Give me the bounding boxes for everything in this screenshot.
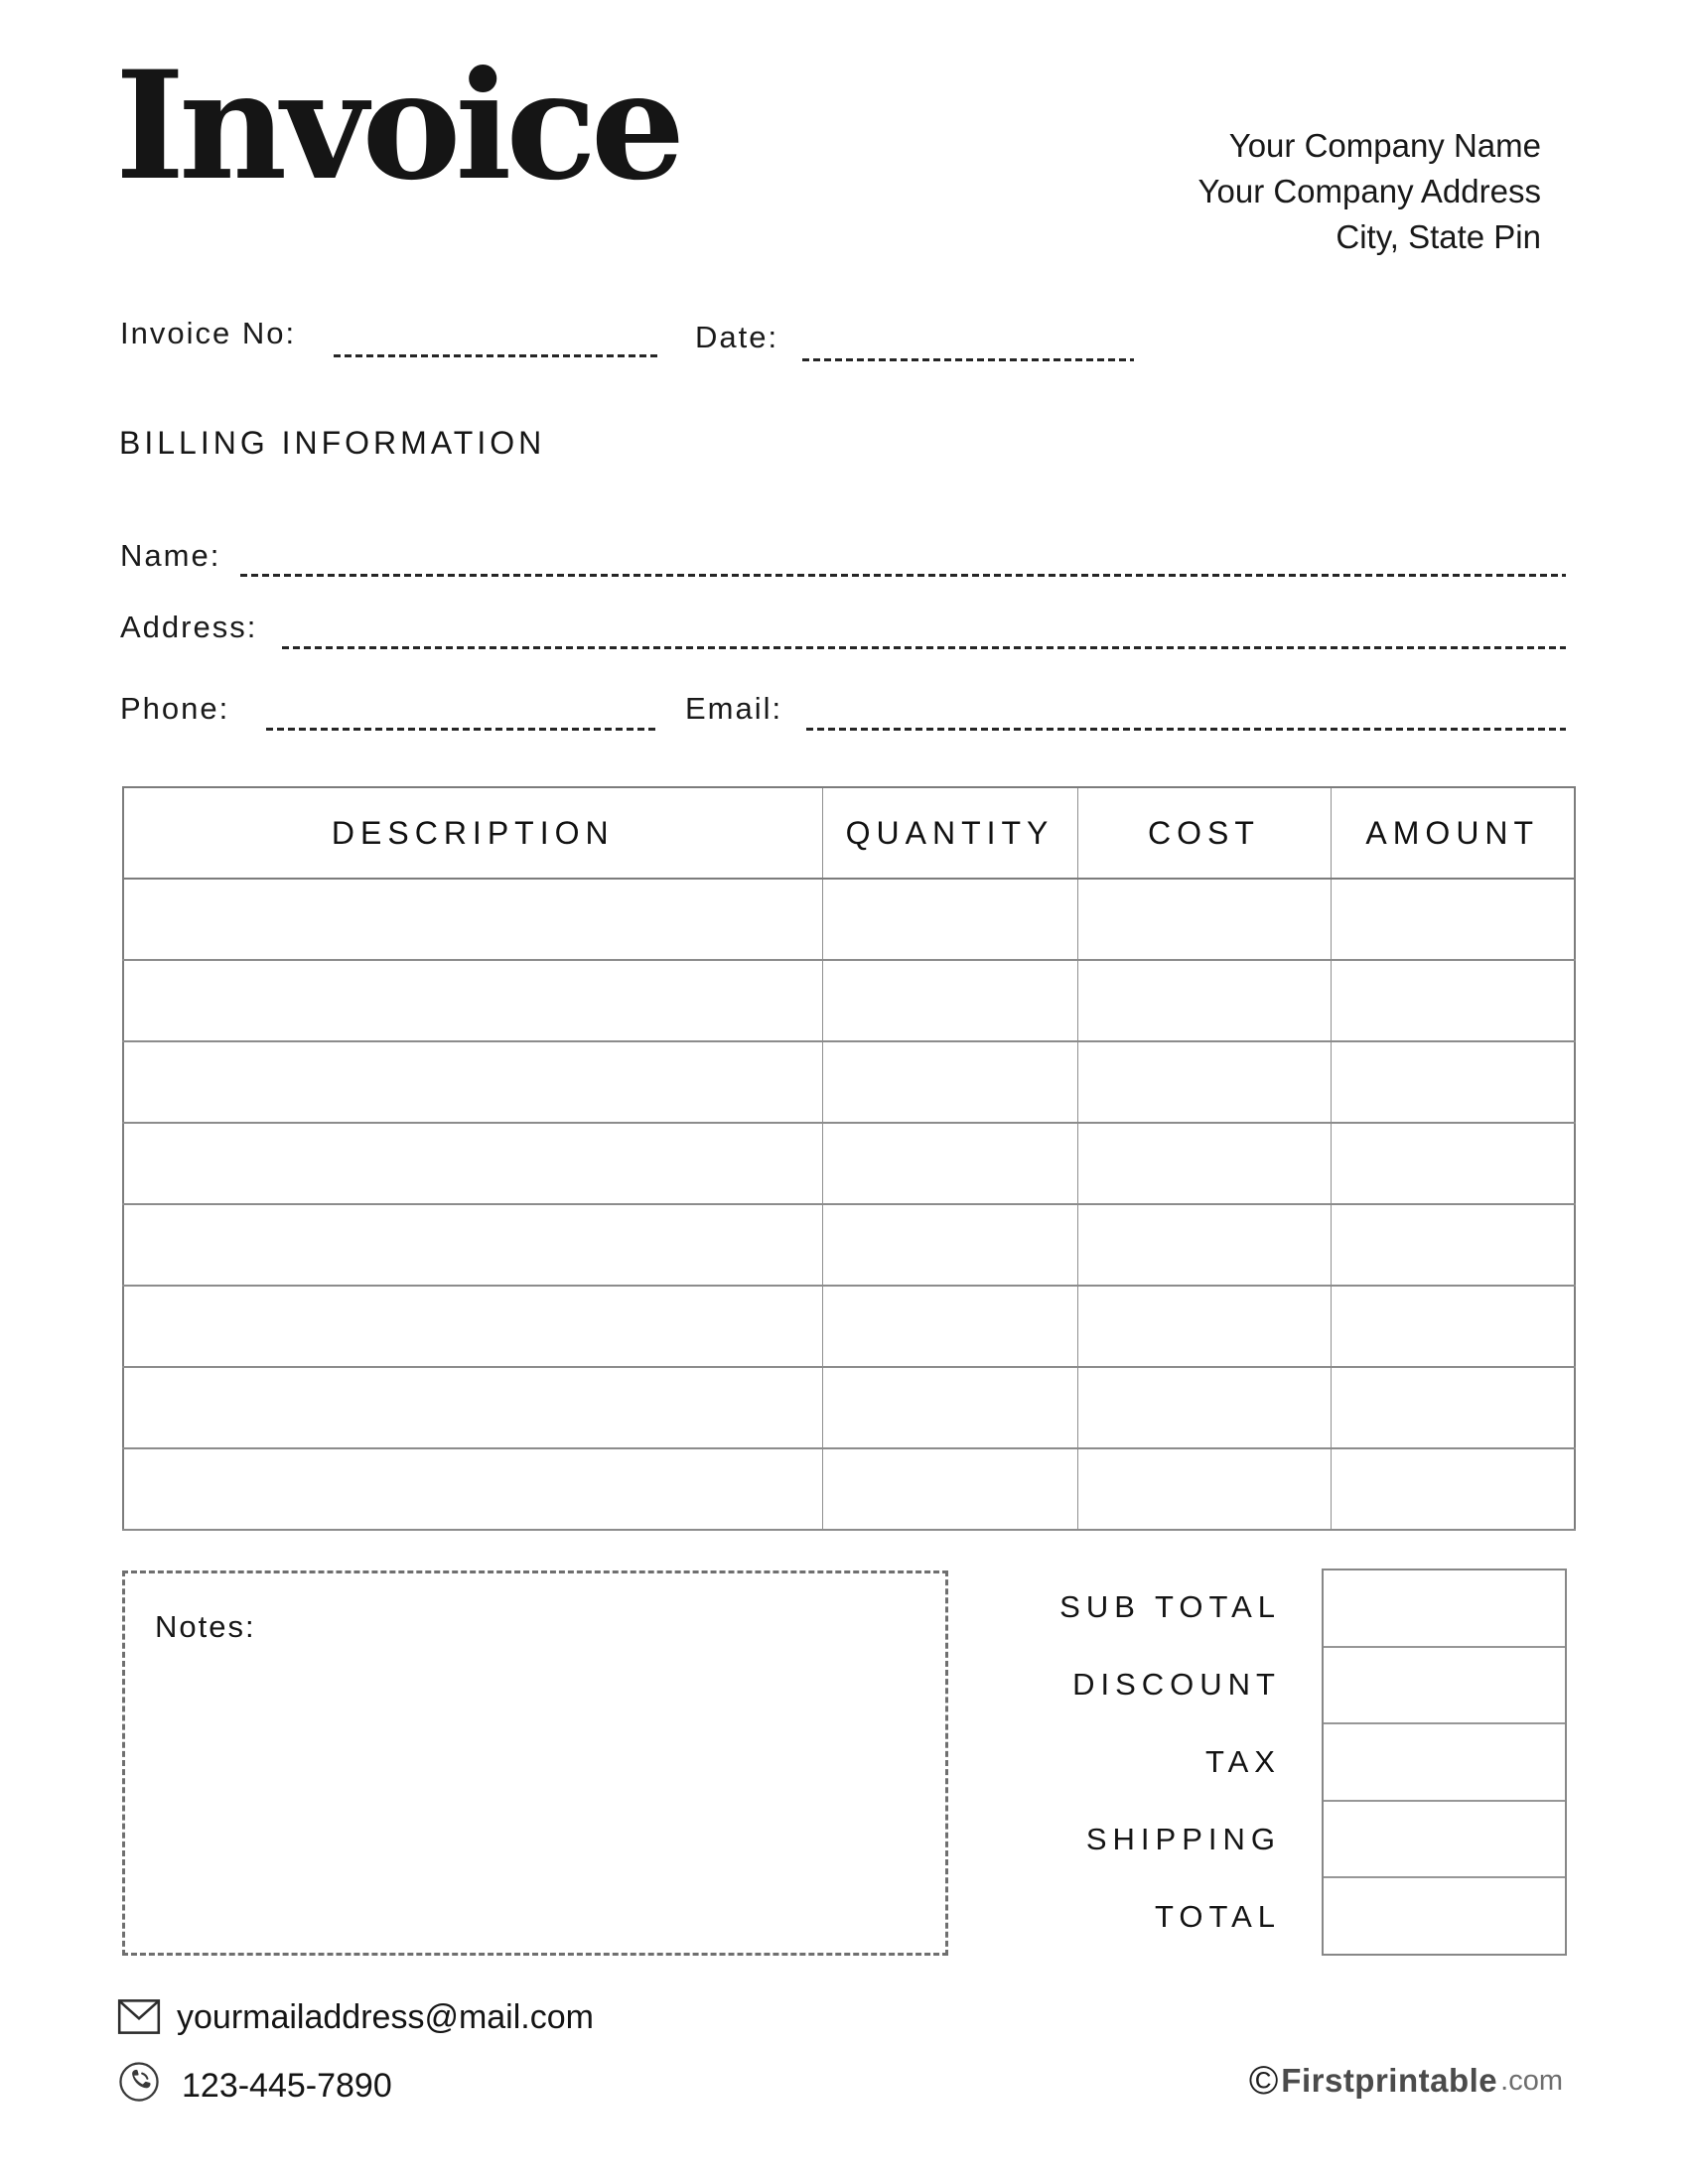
billing-address-field[interactable] — [282, 646, 1566, 649]
table-cell-empty[interactable] — [822, 1367, 1077, 1448]
billing-email-field[interactable] — [806, 728, 1566, 731]
table-cell-empty[interactable] — [822, 1204, 1077, 1286]
table-cell-empty[interactable] — [123, 1286, 822, 1367]
billing-heading: BILLING INFORMATION — [119, 425, 546, 461]
subtotal-value-box[interactable] — [1324, 1570, 1565, 1648]
table-cell-empty[interactable] — [1331, 1367, 1575, 1448]
table-cell-empty[interactable] — [822, 1448, 1077, 1530]
table-cell-empty[interactable] — [1077, 960, 1331, 1041]
table-cell-empty[interactable] — [123, 1041, 822, 1123]
table-cell-empty[interactable] — [822, 1041, 1077, 1123]
table-cell-empty[interactable] — [822, 1286, 1077, 1367]
company-info — [1198, 123, 1542, 260]
table-cell-empty[interactable] — [822, 960, 1077, 1041]
table-cell-empty[interactable] — [1077, 879, 1331, 960]
table-cell-empty[interactable] — [123, 1123, 822, 1204]
table-cell-empty[interactable] — [822, 879, 1077, 960]
table-cell-empty[interactable] — [1331, 879, 1575, 960]
col-header-quantity: QUANTITY — [822, 787, 1077, 879]
notes-label: Notes: — [155, 1609, 256, 1644]
date-field[interactable] — [802, 358, 1134, 361]
subtotal-label: SUB TOTAL — [1059, 1589, 1281, 1624]
tax-label: TAX — [1205, 1744, 1281, 1779]
billing-email-label: Email: — [685, 691, 783, 726]
table-cell-empty[interactable] — [123, 1448, 822, 1530]
table-row — [123, 1448, 1575, 1530]
billing-phone-field[interactable] — [266, 728, 655, 731]
items-table-header-row — [123, 787, 1575, 879]
notes-box[interactable] — [122, 1570, 948, 1956]
table-cell-empty[interactable] — [123, 1204, 822, 1286]
brand-name: Firstprintable — [1281, 2062, 1498, 2099]
items-table-body — [123, 879, 1575, 1530]
table-cell-empty[interactable] — [1077, 1367, 1331, 1448]
table-row — [123, 1123, 1575, 1204]
table-cell-empty[interactable] — [123, 1367, 822, 1448]
billing-phone-label: Phone: — [120, 691, 230, 726]
date-label: Date: — [695, 320, 779, 354]
envelope-icon — [117, 1998, 161, 2040]
items-table — [122, 786, 1576, 1531]
col-header-cost: COST — [1077, 787, 1331, 879]
total-label: TOTAL — [1154, 1899, 1281, 1934]
table-cell-empty[interactable] — [1331, 1123, 1575, 1204]
table-row — [123, 1286, 1575, 1367]
col-header-description: DESCRIPTION — [123, 787, 822, 879]
total-value-box[interactable] — [1324, 1878, 1565, 1954]
shipping-value-box[interactable] — [1324, 1802, 1565, 1879]
table-row — [123, 960, 1575, 1041]
table-cell-empty[interactable] — [1077, 1448, 1331, 1530]
discount-label: DISCOUNT — [1072, 1667, 1281, 1702]
table-cell-empty[interactable] — [1077, 1041, 1331, 1123]
table-cell-empty[interactable] — [1077, 1286, 1331, 1367]
table-cell-empty[interactable] — [822, 1123, 1077, 1204]
table-cell-empty[interactable] — [1331, 1448, 1575, 1530]
discount-value-box[interactable] — [1324, 1648, 1565, 1725]
footer-email: yourmailaddress@mail.com — [177, 1998, 594, 2036]
table-cell-empty[interactable] — [1077, 1123, 1331, 1204]
company-city-state: City, State Pin — [1336, 218, 1541, 255]
company-address: Your Company Address — [1197, 173, 1541, 209]
table-cell-empty[interactable] — [1331, 1041, 1575, 1123]
tax-value-box[interactable] — [1324, 1724, 1565, 1802]
table-cell-empty[interactable] — [1331, 960, 1575, 1041]
company-name: Your Company Name — [1228, 127, 1541, 164]
billing-name-label: Name: — [120, 538, 221, 573]
billing-name-field[interactable] — [240, 574, 1566, 577]
brand-suffix: .com — [1500, 2064, 1563, 2097]
table-cell-empty[interactable] — [123, 960, 822, 1041]
copyright-icon: © — [1248, 2059, 1279, 2103]
page-title: Invoice — [115, 39, 680, 213]
footer-phone: 123-445-7890 — [182, 2067, 392, 2105]
shipping-label: SHIPPING — [1085, 1822, 1281, 1856]
phone-icon — [118, 2061, 160, 2108]
brand-logo — [1249, 2061, 1563, 2101]
invoice-no-label: Invoice No: — [120, 316, 297, 350]
invoice-no-field[interactable] — [334, 354, 661, 357]
table-cell-empty[interactable] — [1331, 1204, 1575, 1286]
table-cell-empty[interactable] — [1331, 1286, 1575, 1367]
col-header-amount: AMOUNT — [1331, 787, 1575, 879]
table-row — [123, 1041, 1575, 1123]
table-cell-empty[interactable] — [1077, 1204, 1331, 1286]
totals-boxes — [1322, 1569, 1567, 1956]
table-row — [123, 879, 1575, 960]
table-cell-empty[interactable] — [123, 879, 822, 960]
table-row — [123, 1367, 1575, 1448]
table-row — [123, 1204, 1575, 1286]
billing-address-label: Address: — [120, 610, 258, 644]
